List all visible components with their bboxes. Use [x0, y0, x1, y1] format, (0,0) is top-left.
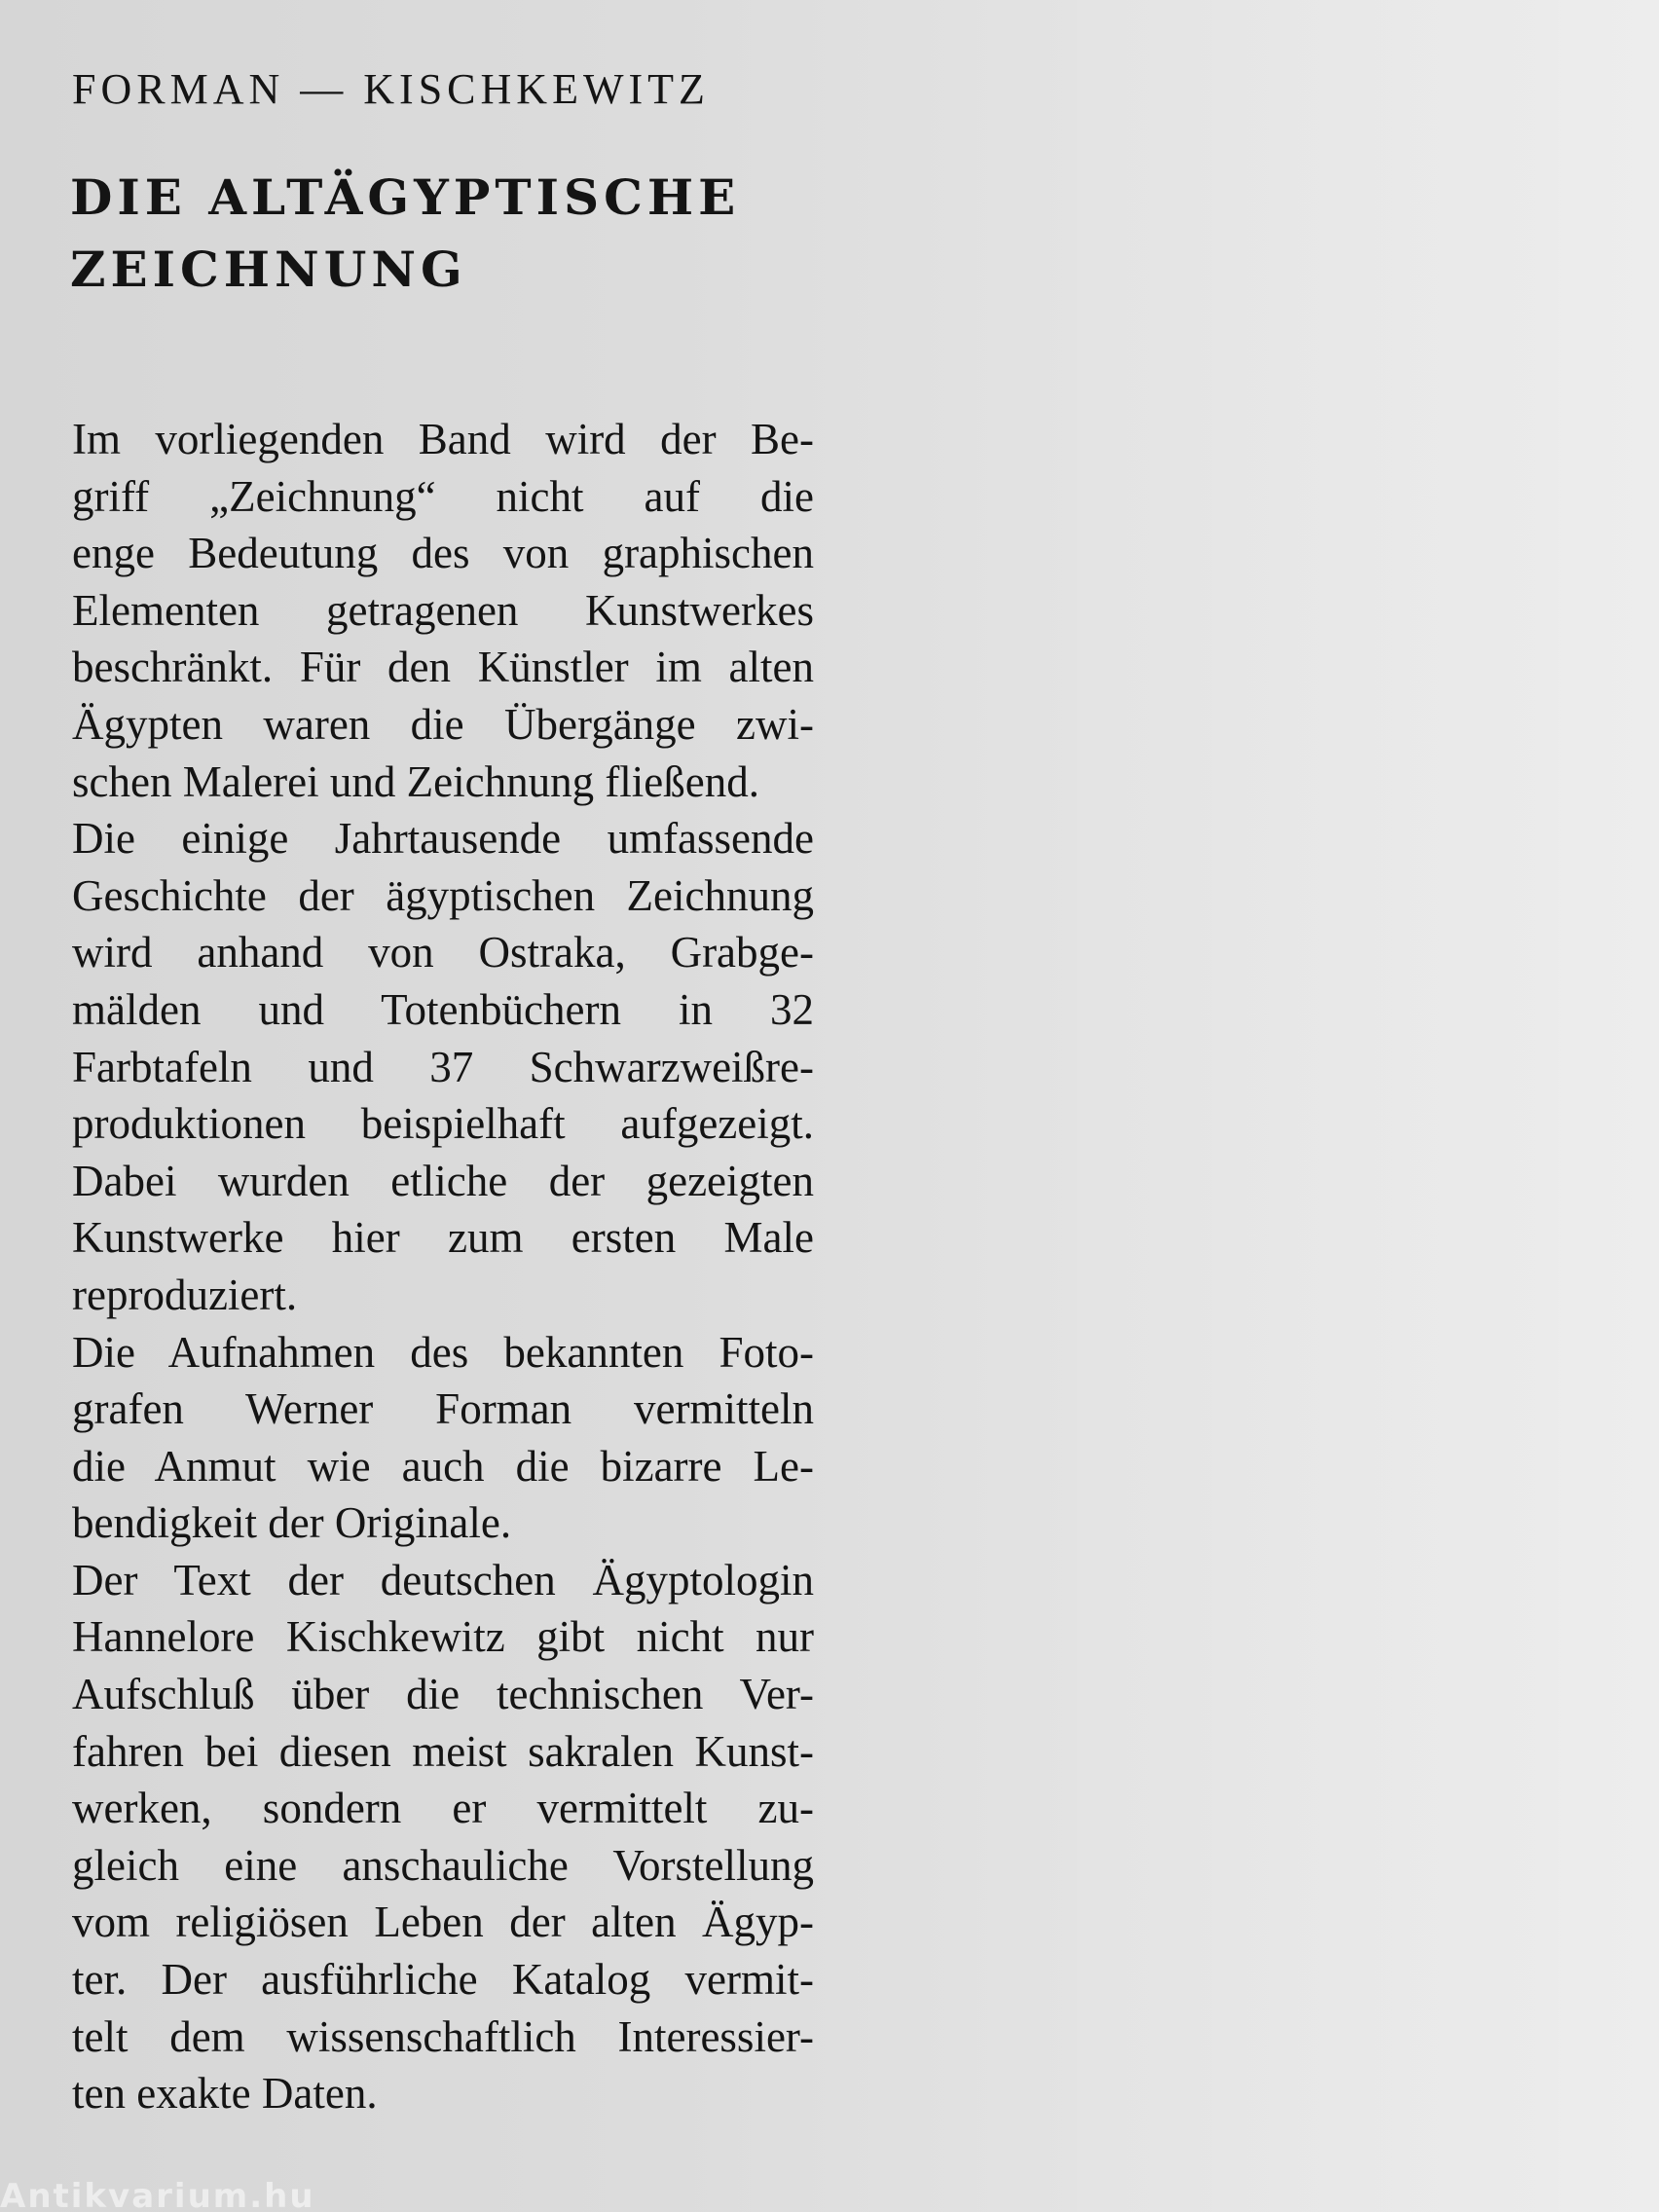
- text-line: Farbtafeln und 37 Schwarzweißre-: [72, 1042, 814, 1091]
- text-line: Kunstwerke hier zum ersten Male: [72, 1213, 814, 1263]
- text-line: Die einige Jahrtausende umfassende: [72, 814, 814, 864]
- text-line: die Anmut wie auch die bizarre Le-: [72, 1441, 814, 1491]
- text-line: fahren bei diesen meist sakralen Kunst-: [72, 1726, 814, 1776]
- title-line: DIE ALTÄGYPTISCHE: [70, 168, 741, 226]
- watermark: Antikvarium.hu: [0, 2177, 315, 2212]
- page-fold-shading: [1013, 0, 1659, 2212]
- text-line: Ägypten waren die Übergänge zwi-: [72, 699, 814, 749]
- text-line: schen Malerei und Zeichnung fließend.: [72, 756, 760, 806]
- text-line: reproduziert.: [72, 1270, 298, 1319]
- text-line: ter. Der ausführliche Katalog vermit-: [72, 1955, 814, 2005]
- text-line: enge Bedeutung des von graphischen: [72, 529, 814, 578]
- text-line: griff „Zeichnung“ nicht auf die: [72, 471, 814, 521]
- text-line: ten exakte Daten.: [72, 2069, 378, 2119]
- text-line: Aufschluß über die technischen Ver-: [72, 1670, 814, 1719]
- authors-line: FORMAN — KISCHKEWITZ: [72, 65, 710, 113]
- text-line: vom religiösen Leben der alten Ägyp-: [72, 1898, 814, 1947]
- text-line: Im vorliegenden Band wird der Be-: [72, 415, 814, 463]
- text-line: Elementen getragenen Kunstwerkes: [72, 585, 814, 635]
- text-line: gleich eine anschauliche Vorstellung: [72, 1840, 814, 1890]
- text-line: Die Aufnahmen des bekannten Foto-: [72, 1327, 814, 1377]
- text-line: wird anhand von Ostraka, Grabge-: [72, 928, 814, 977]
- title-line: ZEICHNUNG: [70, 240, 467, 298]
- text-line: produktionen beispielhaft aufgezeigt.: [72, 1099, 814, 1149]
- text-line: bendigkeit der Originale.: [72, 1498, 512, 1548]
- paragraph: [72, 411, 814, 810]
- text-line: Dabei wurden etliche der gezeigten: [72, 1156, 814, 1205]
- paragraph: [72, 810, 814, 1323]
- text-line: telt dem wissenschaftlich Interessier-: [72, 2011, 814, 2061]
- paragraph: [72, 1324, 814, 1552]
- blurb-text: [72, 411, 814, 2122]
- text-line: Der Text der deutschen Ägyptologin: [72, 1555, 814, 1604]
- text-line: beschränkt. Für den Künstler im alten: [72, 643, 814, 692]
- book-title: [70, 162, 946, 306]
- text-line: werken, sondern er vermittelt zu-: [72, 1784, 814, 1833]
- text-line: mälden und Totenbüchern in 32: [72, 984, 814, 1034]
- paragraph: [72, 1552, 814, 2122]
- text-line: Geschichte der ägyptischen Zeichnung: [72, 870, 814, 920]
- text-line: grafen Werner Forman vermitteln: [72, 1384, 814, 1434]
- text-line: Hannelore Kischkewitz gibt nicht nur: [72, 1612, 814, 1662]
